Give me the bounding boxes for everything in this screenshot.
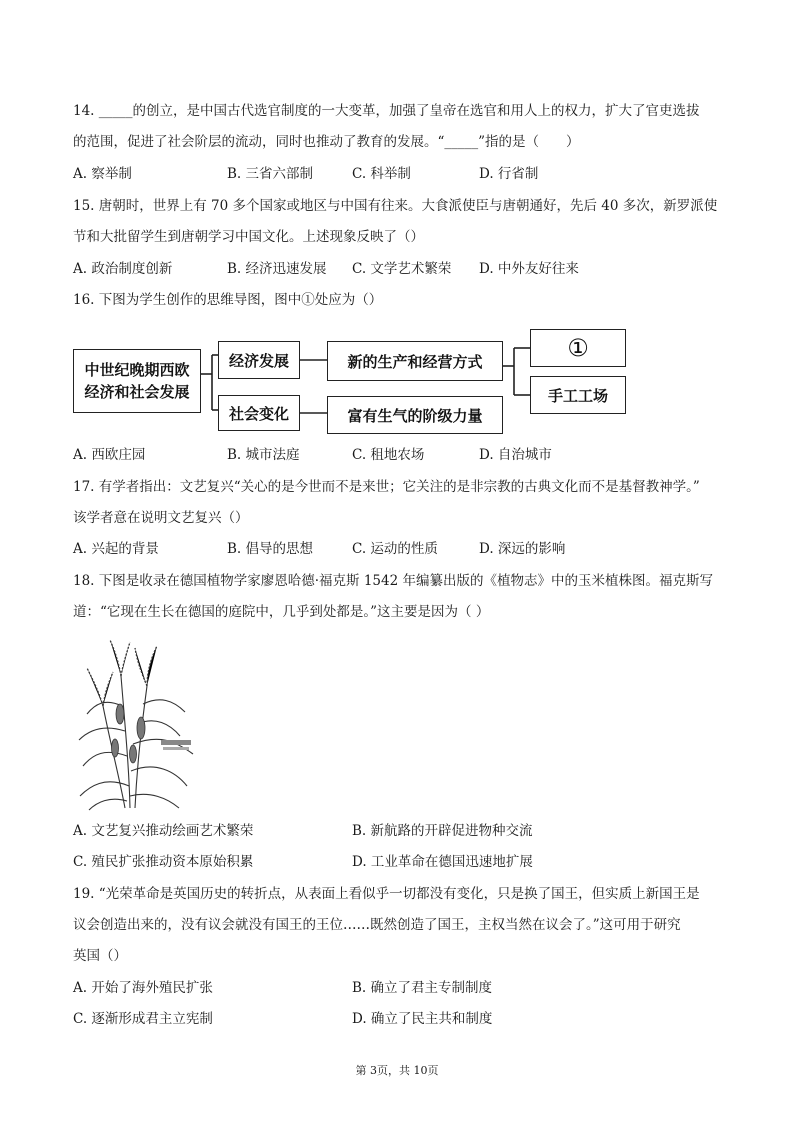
q19-stem-line3: 英国（）: [73, 948, 127, 964]
q19-option-d: D. 确立了民主共和制度: [352, 1011, 493, 1027]
q17-option-a: A. 兴起的背景: [73, 541, 159, 557]
q18-option-a: A. 文艺复兴推动绘画艺术繁荣: [73, 823, 254, 839]
q14-option-a: A. 察举制: [73, 166, 132, 182]
q19-stem-line1: 19. “光荣革命是英国历史的转折点，从表面上看似乎一切都没有变化，只是换了国王，但实质上新国王是: [73, 886, 700, 902]
mindmap-root-line2: 经济和社会发展: [84, 383, 190, 401]
q14-option-d: D. 行省制: [479, 166, 539, 182]
q19-stem-line2: 议会创造出来的，没有议会就没有国王的王位……既然创造了国王，主权当然在议会了。”这可用于研究: [73, 917, 681, 933]
q17-stem-line1: 17. 有学者指出：文艺复兴“关心的是今世而不是来世；它关注的是非宗教的古典文化而不是基督教神学。”: [73, 479, 700, 495]
mindmap-leaf-workshop: 手工工场: [530, 376, 626, 414]
q14-option-b: B. 三省六部制: [227, 166, 314, 182]
mindmap-root-line1: 中世纪晚期西欧: [84, 361, 190, 379]
mindmap-leaf-blank: ①: [530, 329, 626, 367]
q19-option-b: B. 确立了君主专制制度: [352, 980, 493, 996]
q18-stem-line2: 道：“它现在生长在德国的庭院中，几乎到处都是。”这主要是因为（ ）: [73, 604, 490, 620]
q18-option-c: C. 殖民扩张推动资本原始积累: [73, 854, 254, 870]
q18-option-b: B. 新航路的开辟促进物种交流: [352, 823, 533, 839]
q17-option-b: B. 倡导的思想: [227, 541, 314, 557]
q16-option-b: B. 城市法庭: [227, 447, 300, 463]
q19-option-c: C. 逐渐形成君主立宪制: [73, 1011, 213, 1027]
q15-option-c: C. 文学艺术繁荣: [352, 261, 452, 277]
q19-option-a: A. 开始了海外殖民扩张: [73, 980, 213, 996]
maize-plant-illustration: [75, 636, 205, 812]
q14-stem-line1: 14. _____的创立，是中国古代选官制度的一大变革，加强了皇帝在选官和用人上的权力，扩大了官吏选拔: [73, 103, 700, 119]
q14-option-c: C. 科举制: [352, 166, 411, 182]
q15-option-b: B. 经济迅速发展: [227, 261, 327, 277]
q16-option-c: C. 租地农场: [352, 447, 425, 463]
q17-option-d: D. 深远的影响: [479, 541, 566, 557]
mindmap-root-box: [73, 349, 201, 413]
mindmap-branch-economy: 经济发展: [218, 341, 300, 379]
q16-stem-line1: 16. 下图为学生创作的思维导图，图中①处应为（）: [73, 292, 383, 308]
q15-option-d: D. 中外友好往来: [479, 261, 579, 277]
mindmap-mid-class: 富有生气的阶级力量: [327, 396, 503, 434]
q15-option-a: A. 政治制度创新: [73, 261, 173, 277]
q16-option-a: A. 西欧庄园: [73, 447, 146, 463]
page-number-footer: 第 3页，共 10页: [355, 1064, 439, 1077]
q17-option-c: C. 运动的性质: [352, 541, 438, 557]
q14-stem-line2: 的范围，促进了社会阶层的流动，同时也推动了教育的发展。“_____”指的是（ ）: [73, 134, 580, 150]
mindmap-branch-society: 社会变化: [218, 395, 300, 431]
q18-stem-line1: 18. 下图是收录在德国植物学家廖恩哈德·福克斯 1542 年编纂出版的《植物志》中的玉米植株图。福克斯写: [73, 573, 713, 589]
q17-stem-line2: 该学者意在说明文艺复兴（）: [73, 510, 249, 526]
q15-stem-line2: 节和大批留学生到唐朝学习中国文化。上述现象反映了（）: [73, 229, 424, 245]
q18-option-d: D. 工业革命在德国迅速地扩展: [352, 854, 533, 870]
q16-option-d: D. 自治城市: [479, 447, 552, 463]
mindmap-mid-production: 新的生产和经营方式: [327, 341, 503, 381]
q15-stem-line1: 15. 唐朝时，世界上有 70 多个国家或地区与中国有往来。大食派使臣与唐朝通好，先后 40 多次，新罗派使: [73, 198, 718, 214]
